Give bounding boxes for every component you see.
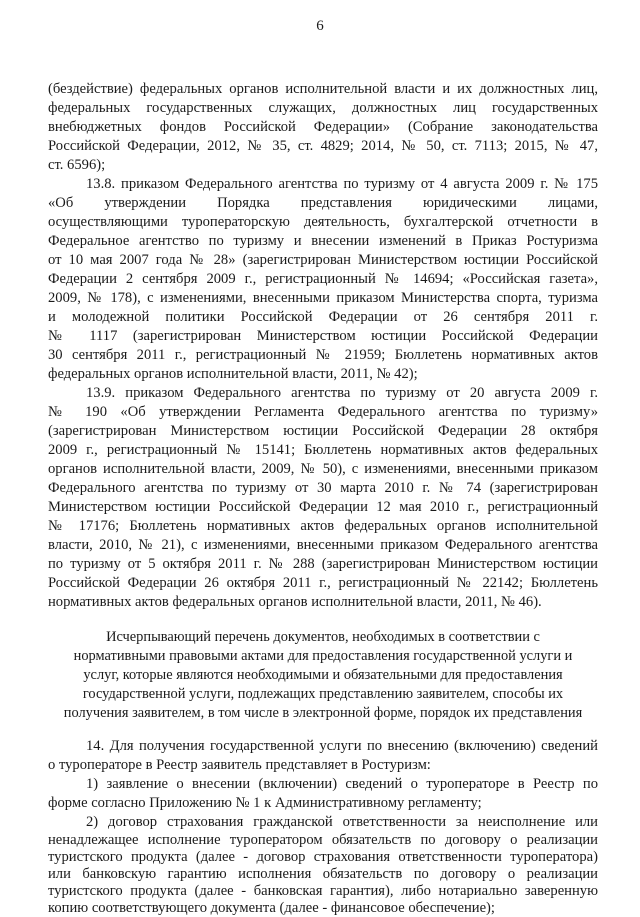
paragraph-13-9-first-line: 13.9. приказом Федерального агентства по туризму от 20 августа 2009 г. [86,385,598,401]
text-line: 2009, № 178), с изменениями, внесенными приказом Министерства спорта, туризма [48,290,598,306]
text-line: 2009 г., регистрационный № 15141; Бюллетень нормативных актов федеральных [48,442,598,458]
section-heading-line: нормативными правовыми актами для предоставления государственной услуги и [73,648,573,664]
text-line: копию соответствующего документа (далее - финансовое обеспечение); [48,900,495,916]
text-line: власти, 2010, № 21), с изменениями, внесенными приказом Федерального агентства [48,537,598,553]
section-heading-line: получения заявителем, в том числе в электронной форме, порядок их представления [63,705,583,721]
text-line: туристского продукта (далее - договор страхования ответственности туроператора) [48,849,598,865]
text-line: по туризму от 5 октября 2011 г. № 288 (зарегистрирован Министерством юстиции [48,556,598,572]
list-item-1: 1) заявление о внесении (включении) сведений о туроператоре в Реестр по [86,776,598,792]
paragraph-14-first-line: 14. Для получения государственной услуги по внесению (включению) сведений [86,738,598,754]
text-line: 30 сентября 2011 г., регистрационный № 21959; Бюллетень нормативных актов [48,347,598,363]
text-line: туристского продукта (далее - банковская гарантия), либо нотариально заверенную [48,883,598,899]
text-line: Российской Федерации 26 октября 2011 г., регистрационный № 22142; Бюллетень [48,575,598,591]
text-line: Российской Федерации, 2012, № 35, ст. 4829; 2014, № 50, ст. 7113; 2015, № 47, [48,138,598,154]
text-line: Федерации 2 сентября 2009 г., регистрационный № 14694; «Российская газета», [48,271,598,287]
text-line: № 190 «Об утверждении Регламента Федерального агентства по туризму» [48,404,598,420]
text-line: или банковскую гарантию исполнения обязательств по договору о реализации [48,866,598,882]
text-line: и молодежной политики Российской Федерации от 26 сентября 2011 г. [48,309,598,325]
text-line: (зарегистрирован Министерством юстиции Российской Федерации 28 октября [48,423,598,439]
section-heading-line: Исчерпывающий перечень документов, необходимых в соответствии с [106,629,540,645]
section-heading-line: услуг, которые являются необходимыми и обязательными для предоставления [83,667,563,683]
text-line: Министерством юстиции Российской Федерации 12 мая 2010 г., регистрационный [48,499,598,515]
text-line: федеральных государственных служащих, должностных лиц государственных [48,100,598,116]
text-line: Федерального агентства по туризму от 30 марта 2010 г. № 74 (зарегистрирован [48,480,598,496]
text-line: нормативных актов федеральных органов исполнительной власти, 2011, № 46). [48,594,542,610]
text-line: № 1117 (зарегистрирован Министерством юстиции Российской Федерации [48,328,598,344]
text-line: (бездействие) федеральных органов исполнительной власти и их должностных лиц, [48,81,598,97]
section-heading-line: государственной услуги, подлежащих представлению заявителем, способы их [82,686,564,702]
text-line: ст. 6596); [48,157,106,173]
text-line: осуществляющими туроператорскую деятельность, бухгалтерской отчетности в [48,214,598,230]
list-item-2: 2) договор страхования гражданской ответственности за неисполнение или [86,814,598,830]
text-line: о туроператоре в Реестр заявитель представляет в Ростуризм: [48,757,431,773]
text-line: от 10 мая 2007 года № 28» (зарегистрирован Министерством юстиции Российской [48,252,598,268]
text-line: органов исполнительной власти, 2009, № 50), с изменениями, внесенными приказом [48,461,598,477]
text-line: внебюджетных фондов Российской Федерации» (Собрание законодательства [48,119,598,135]
paragraph-13-8-first-line: 13.8. приказом Федерального агентства по туризму от 4 августа 2009 г. № 175 [86,176,598,192]
text-line: форме согласно Приложению № 1 к Административному регламенту; [48,795,482,811]
text-line: федеральных органов исполнительной власти, 2011, № 42); [48,366,418,382]
text-line: «Об утверждении Порядка представления юридическими лицами, [48,195,598,211]
page-number: 6 [316,18,324,34]
text-line: Федеральное агентство по туризму и внесении изменений в Приказ Ростуризма [48,233,598,249]
text-line: № 17176; Бюллетень нормативных актов федеральных органов исполнительной [48,518,598,534]
text-line: ненадлежащее исполнение туроператором обязательств по договору о реализации [48,832,598,848]
